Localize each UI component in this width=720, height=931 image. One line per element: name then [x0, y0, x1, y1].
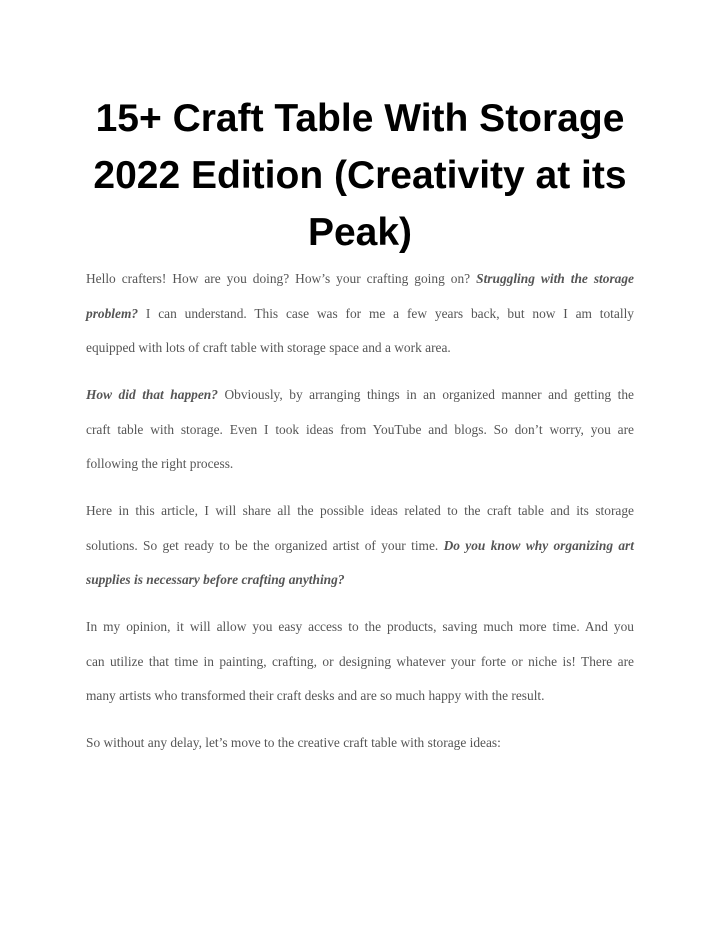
paragraph-intro — [86, 262, 634, 366]
article-body — [86, 262, 634, 773]
paragraph-how — [86, 378, 634, 482]
paragraph-line — [86, 679, 634, 714]
text-run: many artists who transformed their craft desks and are so much happy with the result. — [86, 688, 545, 703]
paragraph-line — [86, 726, 634, 761]
text-run: Here in this article, I will share all the possible ideas related to the craft table and its storage — [86, 503, 634, 518]
title-line-2: 2022 Edition (Creativity at its — [93, 154, 627, 197]
paragraph-line — [86, 610, 634, 645]
paragraph-line — [86, 645, 634, 680]
text-run: Obviously, by arranging things in an organized manner and getting the — [224, 387, 634, 402]
text-run: solutions. So get ready to be the organized artist of your time. — [86, 537, 439, 553]
paragraph-opinion — [86, 610, 634, 714]
article-title — [60, 90, 660, 261]
paragraph-line — [86, 494, 634, 529]
emphasis-text: Do you know why organizing art — [443, 537, 634, 553]
text-run: craft table with storage. Even I took ideas from YouTube and blogs. So don’t worry, you are — [86, 421, 634, 437]
paragraph-line — [86, 331, 634, 366]
title-line-1: 15+ Craft Table With Storage — [95, 97, 625, 140]
text-run: So without any delay, let’s move to the creative craft table with storage ideas: — [86, 735, 501, 750]
paragraph-line — [86, 378, 634, 413]
paragraph-line — [86, 297, 634, 332]
text-run: I can understand. This case was for me a few years back, but now I am totally — [145, 305, 634, 321]
paragraph-line — [86, 262, 634, 297]
emphasis-text: Struggling with the storage — [476, 271, 634, 286]
paragraph-line — [86, 563, 634, 598]
paragraph-article — [86, 494, 634, 598]
emphasis-text: problem? — [86, 305, 139, 321]
title-line-3: Peak) — [307, 211, 413, 254]
text-run: equipped with lots of craft table with storage space and a work area. — [86, 340, 451, 355]
text-run: can utilize that time in painting, crafting, or designing whatever your forte or niche is! There are — [86, 653, 634, 669]
paragraph-closing — [86, 726, 634, 761]
paragraph-line — [86, 413, 634, 448]
paragraph-line — [86, 529, 634, 564]
text-run: In my opinion, it will allow you easy access to the products, saving much more time. And you — [86, 619, 634, 634]
text-run: Hello crafters! How are you doing? How’s your crafting going on? — [86, 271, 471, 286]
emphasis-text: How did that happen? — [86, 387, 218, 402]
emphasis-text: supplies is necessary before crafting anything? — [86, 572, 345, 587]
text-run: following the right process. — [86, 456, 234, 471]
paragraph-line — [86, 447, 634, 482]
